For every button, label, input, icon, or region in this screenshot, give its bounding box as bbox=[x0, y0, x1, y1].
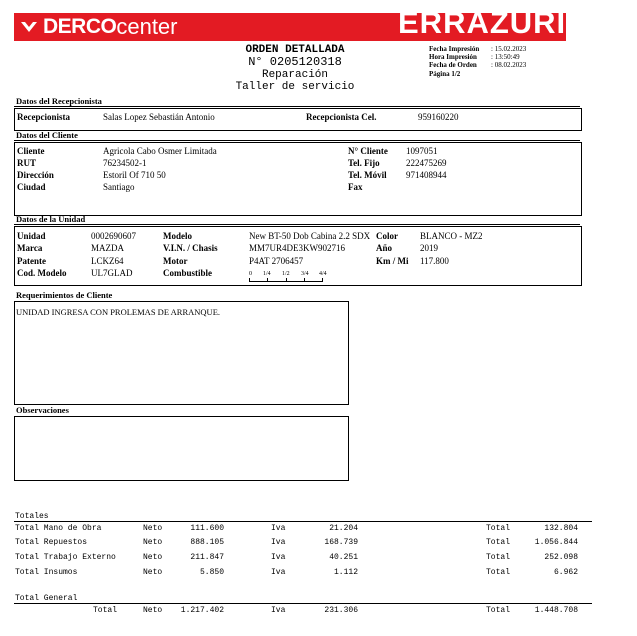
neto-label: Neto bbox=[143, 606, 163, 615]
km-label: Km / Mi bbox=[376, 256, 409, 266]
observations-box bbox=[14, 416, 349, 481]
derco-logo bbox=[20, 13, 178, 41]
fuel-mark: 3/4 bbox=[301, 271, 309, 277]
requirements-text: UNIDAD INGRESA CON PROLEMAS DE ARRANQUE. bbox=[16, 307, 221, 317]
total-value: 132.804 bbox=[544, 524, 578, 533]
iva-value: 231.306 bbox=[324, 606, 358, 615]
neto-label: Neto bbox=[143, 568, 163, 577]
iva-label: Iva bbox=[271, 524, 286, 533]
receptionist-cell: 959160220 bbox=[418, 112, 459, 122]
total-row-label: Total Trabajo Externo bbox=[15, 553, 116, 562]
fuel-gauge bbox=[249, 271, 329, 285]
derco-chevron-icon bbox=[20, 19, 38, 35]
total-row-label: Total Mano de Obra bbox=[15, 524, 102, 533]
client-section-title: Datos del Cliente bbox=[16, 130, 78, 140]
brand-label: Marca bbox=[17, 243, 43, 253]
neto-value: 111.600 bbox=[190, 524, 224, 533]
divider bbox=[14, 521, 592, 522]
totals-section-title: Totales bbox=[15, 512, 49, 521]
total-label: Total bbox=[486, 568, 511, 577]
receptionist-box bbox=[14, 108, 582, 131]
iva-label: Iva bbox=[271, 606, 286, 615]
year-label: Año bbox=[376, 243, 393, 253]
total-value: 1.056.844 bbox=[534, 538, 578, 547]
total-general-title: Total General bbox=[15, 594, 78, 603]
page-number: Página 1/2 bbox=[429, 70, 461, 78]
unit-brand: MAZDA bbox=[91, 243, 124, 253]
unit-plate: LCKZ64 bbox=[91, 256, 124, 266]
fuel-tick bbox=[267, 278, 268, 281]
unit-km: 117.800 bbox=[420, 256, 449, 266]
order-date-label: Fecha de Orden bbox=[429, 61, 477, 69]
divider bbox=[14, 224, 580, 225]
total-general-value: 1.448.708 bbox=[534, 606, 578, 615]
neto-value: 1.217.402 bbox=[180, 606, 224, 615]
fuel-tick bbox=[304, 278, 305, 281]
client-name: Agricola Cabo Osmer Limitada bbox=[103, 146, 217, 156]
iva-value: 21.204 bbox=[329, 524, 358, 533]
unit-color: BLANCO - MZ2 bbox=[420, 231, 483, 241]
logo-center-text: center bbox=[116, 14, 178, 39]
client-number-label: N° Cliente bbox=[348, 146, 388, 156]
receptionist-label: Recepcionista bbox=[17, 112, 70, 122]
vin-label: V.I.N. / Chasis bbox=[163, 243, 218, 253]
client-number: 1097051 bbox=[406, 146, 438, 156]
requirements-section-title: Requerimientos de Cliente bbox=[16, 290, 113, 300]
neto-value: 211.847 bbox=[190, 553, 224, 562]
phone-label: Tel. Fijo bbox=[348, 158, 380, 168]
unit-model: New BT-50 Dob Cabina 2.2 SDX bbox=[249, 231, 371, 241]
fuel-tick bbox=[322, 278, 323, 281]
fuel-mark: 0 bbox=[249, 271, 252, 277]
fuel-tick bbox=[249, 278, 250, 281]
errazuriz-logo: ERRAZURIZ bbox=[398, 5, 587, 40]
fuel-mark: 1/2 bbox=[282, 271, 290, 277]
fax-label: Fax bbox=[348, 182, 363, 192]
unit-year: 2019 bbox=[420, 243, 438, 253]
client-phone: 222475269 bbox=[406, 158, 447, 168]
total-value: 252.098 bbox=[544, 553, 578, 562]
client-city: Santiago bbox=[103, 182, 135, 192]
neto-label: Neto bbox=[143, 553, 163, 562]
print-time-label: Hora Impresión bbox=[429, 53, 477, 61]
total-label: Total bbox=[486, 553, 511, 562]
total-row-label: Total Insumos bbox=[15, 568, 78, 577]
iva-value: 1.112 bbox=[333, 568, 358, 577]
neto-label: Neto bbox=[143, 538, 163, 547]
receptionist-section-title: Datos del Recepcionista bbox=[16, 96, 102, 106]
divider bbox=[14, 603, 592, 604]
model-label: Modelo bbox=[163, 231, 192, 241]
total-general-label: Total bbox=[93, 606, 118, 615]
unit-engine: P4AT 2706457 bbox=[249, 256, 304, 266]
fuel-scale-line bbox=[249, 281, 323, 282]
client-box bbox=[14, 142, 582, 216]
order-date: : 08.02.2023 bbox=[491, 61, 527, 69]
divider bbox=[14, 106, 580, 107]
iva-value: 168.739 bbox=[324, 538, 358, 547]
print-date: : 15.02.2023 bbox=[491, 45, 527, 53]
fuel-tick bbox=[286, 278, 287, 281]
mobile-label: Tel. Móvil bbox=[348, 170, 387, 180]
total-value: 6.962 bbox=[553, 568, 578, 577]
iva-label: Iva bbox=[271, 553, 286, 562]
city-label: Ciudad bbox=[17, 182, 46, 192]
order-type: Reparación bbox=[261, 69, 328, 81]
color-label: Color bbox=[376, 231, 398, 241]
unit-model-code: UL7GLAD bbox=[91, 268, 133, 278]
plate-label: Patente bbox=[17, 256, 46, 266]
unit-section-title: Datos de la Unidad bbox=[16, 214, 86, 224]
client-label: Cliente bbox=[17, 146, 45, 156]
print-time: : 13:50:49 bbox=[491, 53, 520, 61]
unit-number: 0002690607 bbox=[91, 231, 136, 241]
observations-section-title: Observaciones bbox=[16, 405, 69, 415]
receptionist-name: Salas Lopez Sebastián Antonio bbox=[103, 112, 215, 122]
engine-label: Motor bbox=[163, 256, 188, 266]
fuel-label: Combustible bbox=[163, 268, 213, 278]
neto-label: Neto bbox=[143, 524, 163, 533]
receptionist-cell-label: Recepcionista Cel. bbox=[306, 112, 377, 122]
client-rut: 76234502-1 bbox=[103, 158, 147, 168]
iva-value: 40.251 bbox=[329, 553, 358, 562]
iva-label: Iva bbox=[271, 538, 286, 547]
rut-label: RUT bbox=[17, 158, 37, 168]
print-date-label: Fecha Impresión bbox=[429, 45, 480, 53]
fuel-mark: 4/4 bbox=[319, 271, 327, 277]
client-mobile: 971408944 bbox=[406, 170, 447, 180]
neto-value: 5.850 bbox=[199, 568, 224, 577]
divider bbox=[14, 140, 580, 141]
unit-vin: MM7UR4DE3KW902716 bbox=[249, 243, 345, 253]
total-label: Total bbox=[486, 538, 511, 547]
total-label: Total bbox=[486, 524, 511, 533]
iva-label: Iva bbox=[271, 568, 286, 577]
address-label: Dirección bbox=[17, 170, 54, 180]
order-title: ORDEN DETALLADA bbox=[245, 44, 345, 56]
total-row-label: Total Repuestos bbox=[15, 538, 88, 547]
unit-label: Unidad bbox=[17, 231, 46, 241]
fuel-mark: 1/4 bbox=[263, 271, 271, 277]
order-subtitle: Taller de servicio bbox=[235, 81, 355, 93]
logo-derco-text: DERCO bbox=[43, 15, 117, 38]
client-address: Estoril Of 710 50 bbox=[103, 170, 166, 180]
order-number: N° 0205120318 bbox=[248, 55, 342, 69]
model-code-label: Cod. Modelo bbox=[17, 268, 67, 278]
neto-value: 888.105 bbox=[190, 538, 224, 547]
total-label: Total bbox=[486, 606, 511, 615]
